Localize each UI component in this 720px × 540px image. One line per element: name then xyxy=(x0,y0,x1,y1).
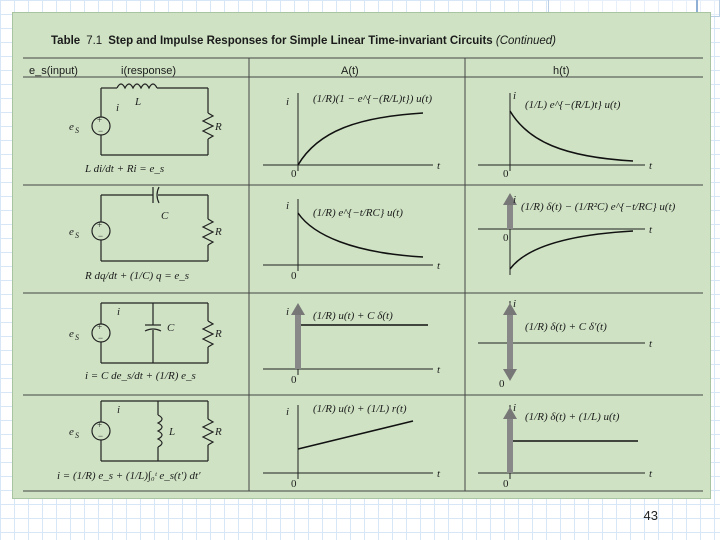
svg-text:t: t xyxy=(649,338,653,350)
svg-text:0: 0 xyxy=(291,168,297,180)
svg-text:i: i xyxy=(513,298,517,310)
svg-text:S: S xyxy=(75,126,79,135)
svg-text:+: + xyxy=(97,220,103,230)
svg-text:t: t xyxy=(437,364,441,376)
svg-text:i: i xyxy=(117,404,121,416)
svg-text:t: t xyxy=(437,160,441,172)
svg-text:+: + xyxy=(97,115,103,125)
svg-text:L: L xyxy=(169,426,176,438)
svg-text:i: i xyxy=(286,200,290,212)
svg-text:0: 0 xyxy=(503,478,509,490)
svg-text:i: i xyxy=(286,406,290,418)
svg-text:0: 0 xyxy=(499,378,505,390)
svg-text:i: i xyxy=(513,402,517,414)
svg-text:0: 0 xyxy=(503,232,509,244)
step-impulse-arrow xyxy=(291,303,305,369)
svg-text:R: R xyxy=(215,328,222,340)
svg-text:i: i xyxy=(286,96,290,108)
svg-text:S: S xyxy=(75,333,79,342)
svg-text:i: i xyxy=(117,306,121,318)
svg-text:C: C xyxy=(167,322,175,334)
circuit-labels xyxy=(69,96,222,441)
svg-text:C: C xyxy=(161,210,169,222)
svg-text:i: i xyxy=(513,90,517,102)
svg-text:0: 0 xyxy=(291,478,297,490)
svg-text:+: + xyxy=(97,420,103,430)
step-plot-axes xyxy=(263,93,433,479)
svg-text:S: S xyxy=(75,431,79,440)
svg-text:0: 0 xyxy=(291,374,297,386)
row2-equation: R dq/dt + (1/C) q = e_s xyxy=(85,270,190,282)
svg-text:e: e xyxy=(69,328,74,340)
row4-impulse-expression: (1/R) δ(t) + (1/L) u(t) xyxy=(525,411,620,423)
circuit-rl-parallel xyxy=(92,401,213,461)
axis-labels xyxy=(286,90,653,490)
step-curves xyxy=(298,113,428,449)
circuit-rl-series xyxy=(92,84,213,155)
row3-equation: i = C de_s/dt + (1/R) e_s xyxy=(85,370,196,382)
svg-text:e: e xyxy=(69,121,74,133)
svg-text:−: − xyxy=(98,431,104,441)
svg-text:i: i xyxy=(513,194,517,206)
row3-impulse-expression: (1/R) δ(t) + C δ′(t) xyxy=(525,321,607,333)
svg-text:t: t xyxy=(649,468,653,480)
row1-step-expression: (1/R)(1 − e^{−(R/L)t}) u(t) xyxy=(313,93,433,105)
row1-equation: L di/dt + Ri = e_s xyxy=(85,163,165,175)
svg-text:+: + xyxy=(97,322,103,332)
table-graphics xyxy=(13,13,710,498)
svg-text:S: S xyxy=(75,231,79,240)
row2-step-expression: (1/R) e^{−t/RC} u(t) xyxy=(313,207,403,219)
svg-text:t: t xyxy=(649,224,653,236)
svg-text:R: R xyxy=(215,121,222,133)
svg-text:i: i xyxy=(286,306,290,318)
impulse-curves xyxy=(510,111,638,441)
table-title-text: Step and Impulse Responses for Simple Linear Time-invariant Circuits xyxy=(108,35,493,47)
svg-text:−: − xyxy=(98,333,104,343)
svg-text:−: − xyxy=(98,126,104,136)
svg-text:0: 0 xyxy=(503,168,509,180)
svg-text:e: e xyxy=(69,426,74,438)
svg-text:R: R xyxy=(215,226,222,238)
header-input: e_s(input) xyxy=(29,65,78,77)
svg-text:L: L xyxy=(135,96,142,108)
svg-text:t: t xyxy=(437,260,441,272)
header-step: A(t) xyxy=(341,65,359,77)
row4-equation: i = (1/R) e_s + (1/L)∫₀ᵗ e_s(t′) dt′ xyxy=(57,470,201,482)
row4-step-expression: (1/R) u(t) + (1/L) r(t) xyxy=(313,403,407,415)
svg-text:t: t xyxy=(649,160,653,172)
row3-step-expression: (1/R) u(t) + C δ(t) xyxy=(313,310,393,322)
svg-text:R: R xyxy=(215,426,222,438)
svg-text:−: − xyxy=(98,231,104,241)
row2-impulse-expression: (1/R) δ(t) − (1/R²C) e^{−t/RC} u(t) xyxy=(521,201,676,213)
svg-text:e: e xyxy=(69,226,74,238)
svg-text:0: 0 xyxy=(291,270,297,282)
table-title-note: (Continued) xyxy=(495,35,556,47)
svg-text:i: i xyxy=(116,102,120,114)
row1-impulse-expression: (1/L) e^{−(R/L)t} u(t) xyxy=(525,99,621,111)
circuit-rc-series xyxy=(92,187,213,261)
header-response: i(response) xyxy=(121,65,177,77)
table-label: Table xyxy=(51,35,81,47)
circuit-rc-parallel xyxy=(92,303,213,363)
header-impulse: h(t) xyxy=(553,65,570,77)
table-number: 7.1 xyxy=(86,35,103,47)
scanned-table-image xyxy=(12,12,711,499)
page-number: 43 xyxy=(643,508,658,523)
svg-text:t: t xyxy=(437,468,441,480)
